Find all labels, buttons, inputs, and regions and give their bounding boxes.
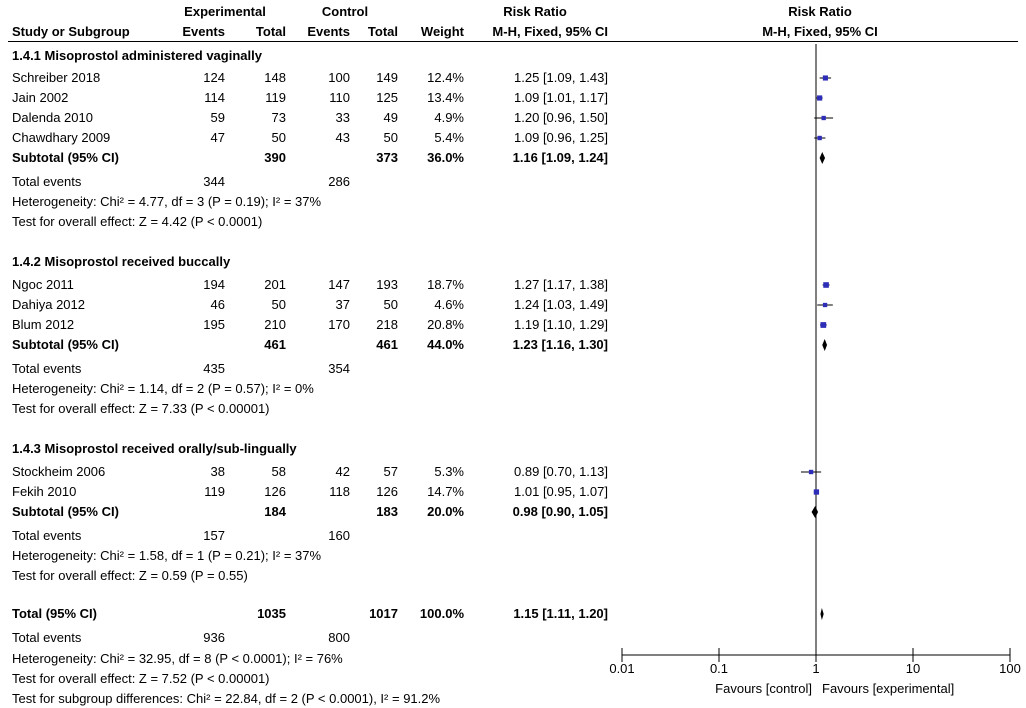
subtotal-label: Subtotal (95% CI) xyxy=(12,337,119,352)
subgroup-heterogeneity: Heterogeneity: Chi² = 1.14, df = 2 (P = 0.57); I² = 0% xyxy=(12,381,314,396)
axis-tick-label: 0.1 xyxy=(709,661,729,676)
study-e-total: 126 xyxy=(264,484,286,499)
study-c-total: 57 xyxy=(383,464,398,479)
axis-tick-label: 100 xyxy=(999,661,1021,676)
header-ctl-total: Total xyxy=(367,24,398,39)
subtotal-weight: 20.0% xyxy=(427,504,464,519)
overall-total-events-label: Total events xyxy=(12,630,82,645)
header-study-column: Study or Subgroup xyxy=(12,24,130,39)
study-c-total: 126 xyxy=(376,484,398,499)
study-marker xyxy=(817,95,822,100)
header-weight: Weight xyxy=(420,24,464,39)
study-e-total: 148 xyxy=(264,70,286,85)
subtotal-c-total: 461 xyxy=(376,337,398,352)
study-e-total: 201 xyxy=(264,277,286,292)
axis-tick-label: 10 xyxy=(905,661,921,676)
study-e-events: 38 xyxy=(210,464,225,479)
study-marker xyxy=(822,116,826,120)
study-c-events: 170 xyxy=(328,317,350,332)
study-e-total: 50 xyxy=(271,130,286,145)
subtotal-e-total: 390 xyxy=(264,150,286,165)
header-control: Control xyxy=(321,4,369,19)
study-c-total: 193 xyxy=(376,277,398,292)
study-e-events: 46 xyxy=(210,297,225,312)
study-weight: 13.4% xyxy=(427,90,464,105)
study-name: Stockheim 2006 xyxy=(12,464,106,479)
pooled-diamond xyxy=(812,506,818,518)
subgroup-differences-test: Test for subgroup differences: Chi² = 22.84, df = 2 (P < 0.0001), I² = 91.2% xyxy=(12,691,441,706)
study-name: Chawdhary 2009 xyxy=(12,130,111,145)
study-e-events: 119 xyxy=(204,484,225,499)
study-marker xyxy=(809,470,813,474)
study-ci: 0.89 [0.70, 1.13] xyxy=(514,464,608,479)
subgroup-overall-effect: Test for overall effect: Z = 4.42 (P < 0.0001) xyxy=(12,214,263,229)
study-weight: 20.8% xyxy=(427,317,464,332)
favours-experimental-label: Favours [experimental] xyxy=(822,681,955,696)
total-weight: 100.0% xyxy=(419,606,464,621)
study-name: Schreiber 2018 xyxy=(12,70,101,85)
subgroup-total-events-label: Total events xyxy=(12,174,82,189)
study-weight: 4.9% xyxy=(434,110,464,125)
study-c-events: 37 xyxy=(335,297,350,312)
study-c-total: 218 xyxy=(376,317,398,332)
study-c-events: 42 xyxy=(335,464,350,479)
study-marker xyxy=(814,489,819,494)
study-marker xyxy=(820,322,826,328)
overall-total-events-exp: 936 xyxy=(203,630,225,645)
study-ci: 1.25 [1.09, 1.43] xyxy=(514,70,608,85)
study-marker xyxy=(823,303,827,307)
overall-heterogeneity: Heterogeneity: Chi² = 32.95, df = 8 (P < 0.0001); I² = 76% xyxy=(12,651,343,666)
study-weight: 5.3% xyxy=(434,464,464,479)
study-weight: 5.4% xyxy=(434,130,464,145)
subgroup-total-events-label: Total events xyxy=(12,528,82,543)
study-c-total: 49 xyxy=(383,110,398,125)
header-method-plot: M-H, Fixed, 95% CI xyxy=(762,24,878,39)
subgroup-total-events-ctl: 286 xyxy=(328,174,350,189)
subgroup-overall-effect: Test for overall effect: Z = 7.33 (P < 0.00001) xyxy=(12,401,270,416)
study-name: Ngoc 2011 xyxy=(12,277,74,292)
study-c-events: 118 xyxy=(329,484,350,499)
study-name: Fekih 2010 xyxy=(12,484,77,499)
study-weight: 12.4% xyxy=(427,70,464,85)
header-experimental: Experimental xyxy=(184,4,266,19)
study-e-events: 47 xyxy=(210,130,225,145)
total-exp-total: 1035 xyxy=(257,606,286,621)
subtotal-c-total: 183 xyxy=(376,504,398,519)
study-weight: 14.7% xyxy=(427,484,464,499)
subgroup-total-events-label: Total events xyxy=(12,361,82,376)
study-name: Jain 2002 xyxy=(12,90,69,105)
study-e-events: 114 xyxy=(204,90,225,105)
subgroup-total-events-exp: 344 xyxy=(203,174,225,189)
subgroup-heterogeneity: Heterogeneity: Chi² = 4.77, df = 3 (P = 0.19); I² = 37% xyxy=(12,194,322,209)
study-name: Dalenda 2010 xyxy=(12,110,93,125)
subtotal-weight: 36.0% xyxy=(427,150,464,165)
subgroup-title: 1.4.3 Misoprostol received orally/sub-lingually xyxy=(12,441,297,456)
study-c-events: 110 xyxy=(329,90,350,105)
subgroup-total-events-ctl: 354 xyxy=(328,361,350,376)
subtotal-c-total: 373 xyxy=(376,150,398,165)
subtotal-ci: 1.16 [1.09, 1.24] xyxy=(512,150,608,165)
study-c-total: 50 xyxy=(383,130,398,145)
study-ci: 1.27 [1.17, 1.38] xyxy=(514,277,608,292)
subtotal-e-total: 461 xyxy=(264,337,286,352)
subgroup-total-events-ctl: 160 xyxy=(328,528,350,543)
total-label: Total (95% CI) xyxy=(12,606,97,621)
study-c-total: 125 xyxy=(376,90,398,105)
study-e-events: 194 xyxy=(203,277,225,292)
header-risk-ratio-table: Risk Ratio xyxy=(503,4,567,19)
study-e-total: 210 xyxy=(264,317,286,332)
study-c-events: 33 xyxy=(335,110,350,125)
study-ci: 1.09 [0.96, 1.25] xyxy=(514,130,608,145)
subgroup-overall-effect: Test for overall effect: Z = 0.59 (P = 0.55) xyxy=(12,568,248,583)
subtotal-weight: 44.0% xyxy=(427,337,464,352)
subgroup-title: 1.4.2 Misoprostol received buccally xyxy=(12,254,231,269)
study-weight: 18.7% xyxy=(427,277,464,292)
subgroup-heterogeneity: Heterogeneity: Chi² = 1.58, df = 1 (P = 0.21); I² = 37% xyxy=(12,548,322,563)
study-e-total: 58 xyxy=(271,464,286,479)
header-exp-total: Total xyxy=(255,24,286,39)
overall-total-events-ctl: 800 xyxy=(328,630,350,645)
study-name: Blum 2012 xyxy=(12,317,75,332)
pooled-diamond xyxy=(822,339,827,351)
axis-tick-label: 1 xyxy=(812,661,820,676)
study-name: Dahiya 2012 xyxy=(12,297,85,312)
study-e-total: 73 xyxy=(271,110,286,125)
subgroup-total-events-exp: 157 xyxy=(203,528,225,543)
study-c-total: 149 xyxy=(376,70,398,85)
total-ctl-total: 1017 xyxy=(369,606,398,621)
pooled-diamond xyxy=(820,152,825,164)
study-marker xyxy=(817,136,821,140)
study-ci: 1.24 [1.03, 1.49] xyxy=(514,297,608,312)
header-exp-events: Events xyxy=(182,24,225,39)
subtotal-label: Subtotal (95% CI) xyxy=(12,504,119,519)
study-e-events: 124 xyxy=(203,70,225,85)
subgroup-title: 1.4.1 Misoprostol administered vaginally xyxy=(12,48,262,63)
header-risk-ratio-plot: Risk Ratio xyxy=(788,4,852,19)
study-ci: 1.01 [0.95, 1.07] xyxy=(514,484,608,499)
axis-tick-label: 0.01 xyxy=(609,661,635,676)
study-e-events: 59 xyxy=(210,110,225,125)
subtotal-e-total: 184 xyxy=(264,504,286,519)
study-c-events: 43 xyxy=(335,130,350,145)
subtotal-ci: 1.23 [1.16, 1.30] xyxy=(512,337,608,352)
study-ci: 1.19 [1.10, 1.29] xyxy=(514,317,608,332)
total-ci: 1.15 [1.11, 1.20] xyxy=(513,606,608,621)
subgroup-total-events-exp: 435 xyxy=(203,361,225,376)
favours-control-label: Favours [control] xyxy=(715,681,812,696)
study-e-total: 119 xyxy=(265,90,286,105)
study-c-total: 50 xyxy=(383,297,398,312)
subtotal-label: Subtotal (95% CI) xyxy=(12,150,119,165)
study-e-total: 50 xyxy=(271,297,286,312)
header-method-table: M-H, Fixed, 95% CI xyxy=(492,24,608,39)
study-ci: 1.09 [1.01, 1.17] xyxy=(514,90,608,105)
study-ci: 1.20 [0.96, 1.50] xyxy=(514,110,608,125)
study-marker xyxy=(823,282,829,288)
study-e-events: 195 xyxy=(203,317,225,332)
header-ctl-events: Events xyxy=(307,24,350,39)
study-marker xyxy=(823,75,828,80)
overall-effect-test: Test for overall effect: Z = 7.52 (P < 0.00001) xyxy=(12,671,270,686)
pooled-diamond xyxy=(820,608,823,620)
study-c-events: 100 xyxy=(328,70,350,85)
subtotal-ci: 0.98 [0.90, 1.05] xyxy=(512,504,608,519)
study-weight: 4.6% xyxy=(434,297,464,312)
study-c-events: 147 xyxy=(328,277,350,292)
